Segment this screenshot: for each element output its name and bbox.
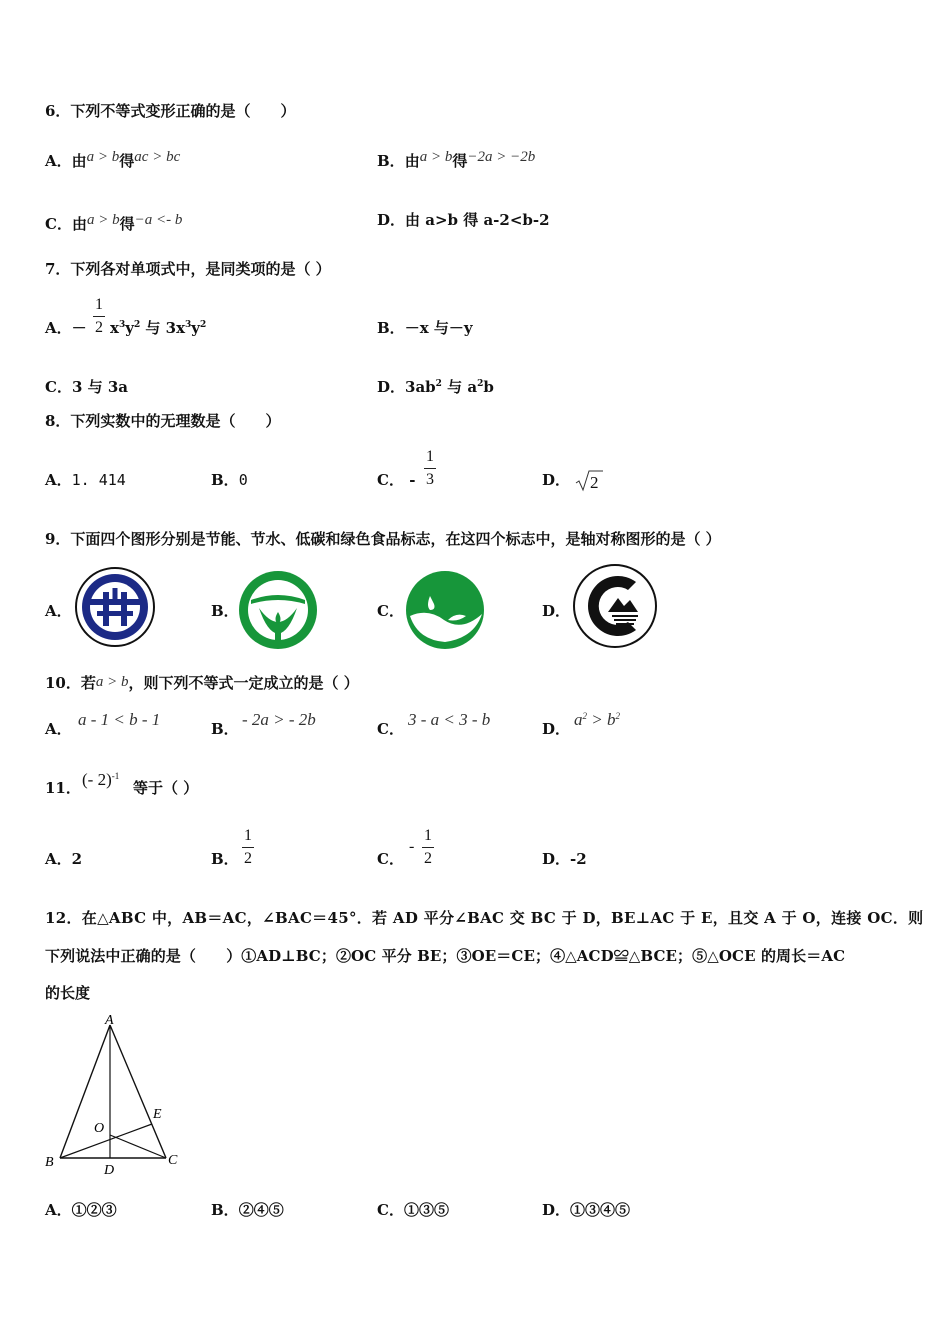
point-o: O [94,1121,105,1136]
q7-option-d[interactable]: D．$3ab^2$ 与 $a^2b$ [377,378,494,396]
q11-c-minus: - [409,838,415,855]
q12-option-d[interactable]: D．①③④⑤ [542,1201,631,1219]
energy-saving-logo[interactable] [73,566,157,648]
q8-option-a[interactable]: A．1. 414 [45,471,126,489]
low-carbon-logo[interactable] [404,570,486,650]
q11-expression: (- 2)$^{-1}$ [82,770,120,789]
q7-a-fraction: 1 2 [95,296,103,336]
q11-number: 11． [45,779,81,797]
point-d: D [104,1163,115,1178]
q6-option-b[interactable]: B．由a > b得−2a > −2b [377,149,536,170]
q10-option-a-label[interactable]: A． [45,720,72,738]
q10-option-c-label[interactable]: C． [377,720,404,738]
q11-option-a[interactable]: A．2 [45,850,83,868]
q10-option-d-label[interactable]: D． [542,720,571,738]
q8-stem: 8．下列实数中的无理数是（ ） [45,412,281,430]
q10-option-b-math: - 2a > - 2b [242,710,316,729]
q7-option-a-term: $x^3y^2$ 与 $3x^3y^2$ [110,319,207,337]
q12-option-c[interactable]: C．①③⑤ [377,1201,449,1219]
q7-option-c[interactable]: C．3 与 3a [45,378,128,396]
q8-sqrt: 2 [574,468,604,498]
q12-stem-line2: 下列说法中正确的是（ ）①AD⊥BC；②OC 平分 BE；③OE＝CE；④△ACD≌△BCE；⑤△OCE 的周长＝AC [45,947,846,965]
q9-option-b-label[interactable]: B． [211,602,239,620]
q11-b-fraction: 1 2 [244,827,252,867]
q9-option-a-label[interactable]: A． [45,602,72,620]
q11-option-c-label[interactable]: C． [377,850,404,868]
q6-option-d[interactable]: D．由 a>b 得 a-2<b-2 [377,211,550,229]
q6-option-a[interactable]: A．由a > b得ac > bc [45,149,181,170]
q11-c-fraction: 1 2 [424,827,432,867]
q7-option-b[interactable]: B．－x 与－y [377,319,473,337]
q8-option-b[interactable]: B．0 [211,471,248,489]
q7-stem: 7．下列各对单项式中，是同类项的是（ ） [45,260,331,278]
q10-option-d-math: $a^2 > b^2$ [574,710,620,729]
water-saving-logo[interactable] [237,570,319,650]
q12-option-a[interactable]: A．①②③ [45,1201,117,1219]
triangle-figure [40,1010,190,1180]
green-food-logo[interactable] [572,562,658,650]
q10-stem: 10．若a > b，则下列不等式一定成立的是（ ） [45,674,359,692]
q11-option-b-label[interactable]: B． [211,850,239,868]
vertex-c: C [168,1153,178,1168]
q6-stem: 6．下列不等式变形正确的是（ ） [45,102,296,120]
q8-option-c[interactable]: C． - [377,471,416,489]
q9-option-c-label[interactable]: C． [377,602,404,620]
q11-option-d[interactable]: D．-2 [542,850,587,868]
q8-option-d[interactable]: D． [542,471,571,489]
vertex-b: B [45,1155,54,1170]
q12-option-b[interactable]: B．②④⑤ [211,1201,284,1219]
sqrt-sign-icon [574,468,604,494]
point-e: E [153,1107,162,1122]
q9-stem: 9．下面四个图形分别是节能、节水、低碳和绿色食品标志，在这四个标志中，是轴对称图形的是（ ） [45,530,721,548]
q10-option-a-math: a - 1 < b - 1 [78,710,161,729]
q7-option-a-label[interactable]: A．－ [45,319,87,337]
q10-option-b-label[interactable]: B． [211,720,239,738]
q12-stem-line1: 12．在△ABC 中，AB＝AC，∠BAC＝45°．若 AD 平分∠BAC 交 BC 于 D，BE⊥AC 于 E，且交 A 于 O，连接 OC．则 [45,909,924,927]
q8-c-fraction: 1 3 [426,448,434,488]
q10-option-c-math: 3 - a < 3 - b [408,710,491,729]
q12-stem-line3: 的长度 [45,984,91,1002]
vertex-a: A [105,1013,114,1028]
q6-option-c[interactable]: C．由a > b得−a <- b [45,212,183,233]
q11-post: 等于（ ） [133,779,199,797]
q9-option-d-label[interactable]: D． [542,602,571,620]
